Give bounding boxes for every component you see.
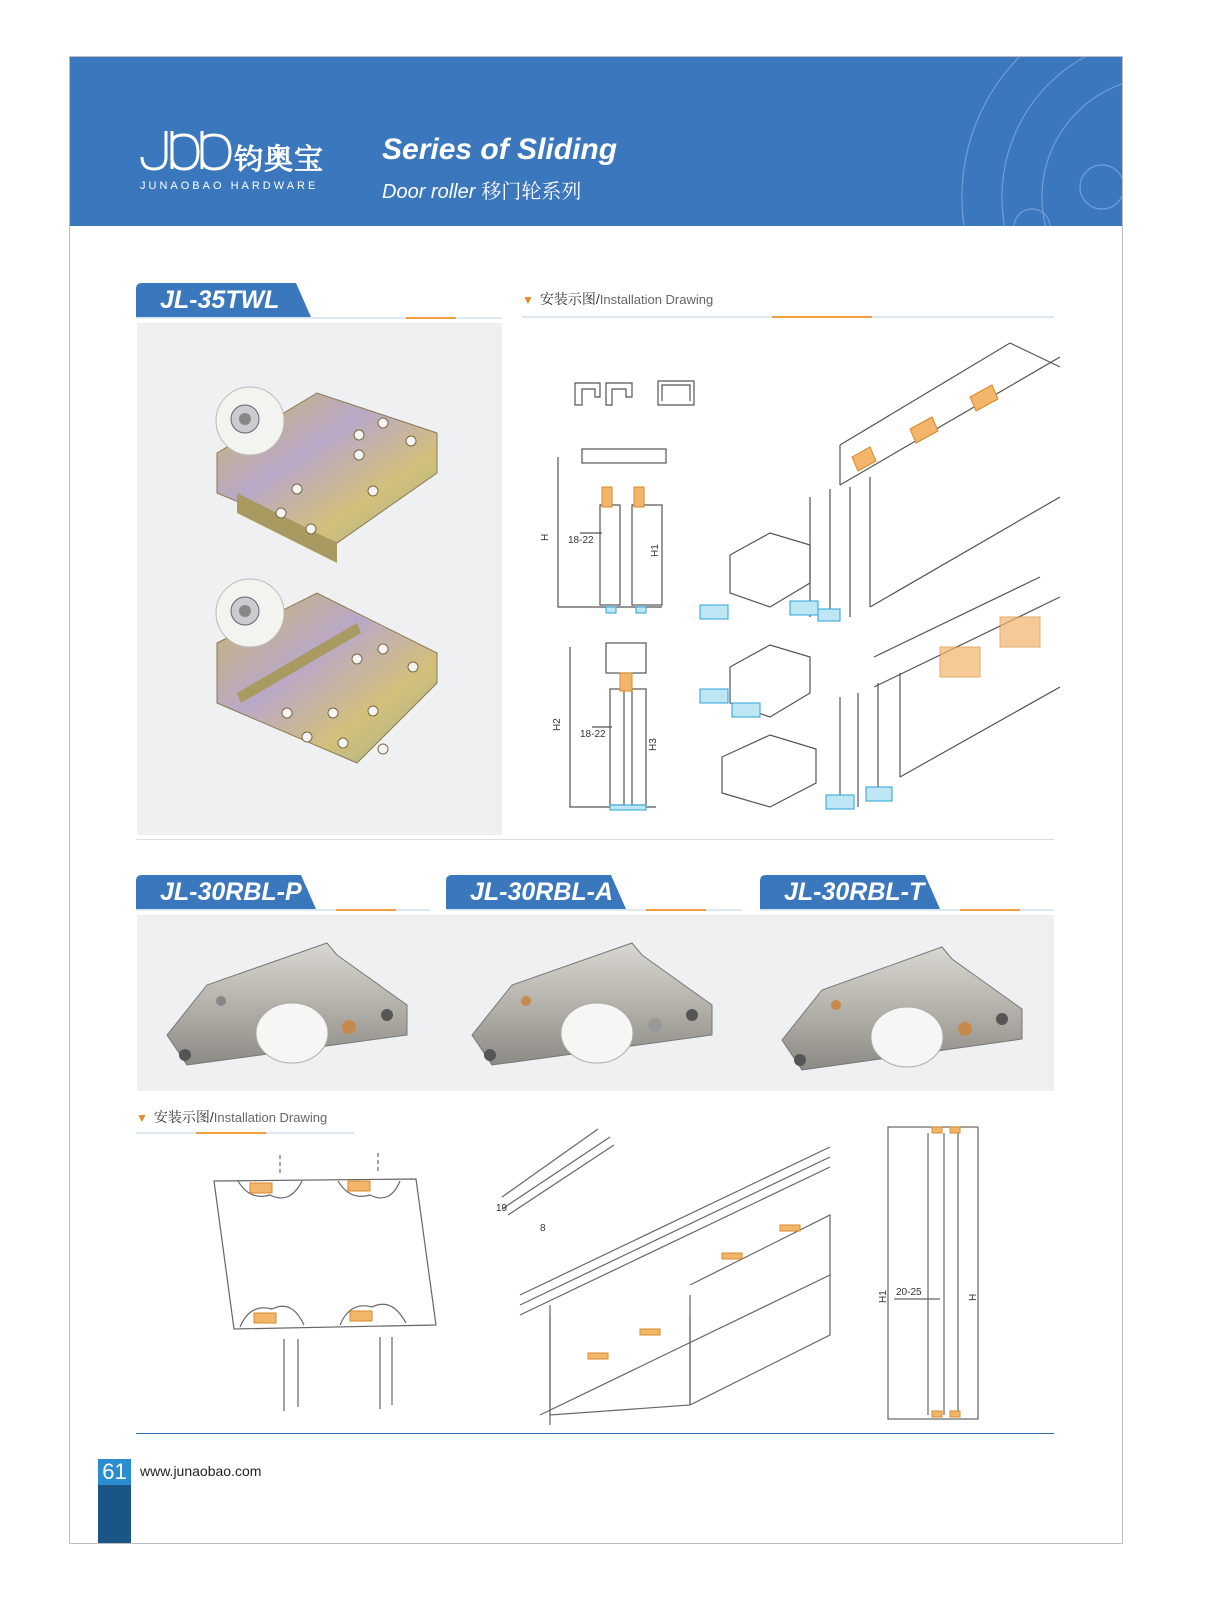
brand-name-cn: 钧奥宝: [234, 144, 325, 176]
product-photo-jl-35twl: [137, 323, 502, 835]
product-photos-jl-30rbl: [137, 915, 1054, 1091]
model-tab-jl-30rbl-t: [760, 875, 940, 909]
footer-rule: [136, 1433, 1054, 1434]
install-label-cn: 安装示图/: [153, 1109, 214, 1125]
installation-drawing-jl-30rbl: [210, 1125, 990, 1425]
model-label: JL-35TWL: [160, 286, 280, 314]
install-drawing-label: [136, 1107, 327, 1127]
installation-drawing-jl-35twl: [540, 337, 1060, 827]
dim-h-label: H: [540, 533, 551, 541]
series-title: Series of Sliding: [382, 133, 618, 166]
dim-19-label: 19: [496, 1203, 508, 1214]
install-label-en: Installation Drawing: [599, 292, 714, 307]
dim-8-label: 8: [540, 1223, 546, 1234]
roller-jl-30rbl-t: [782, 947, 1022, 1070]
dim-gap-label: 20-25: [896, 1287, 922, 1298]
section-rule: [446, 909, 742, 911]
dim-h1-label: H1: [650, 544, 661, 557]
dim-gap-top-label: 18-22: [568, 535, 594, 546]
dim-gap-bottom-label: 18-22: [580, 729, 606, 740]
install-label-cn: 安装示图/: [539, 291, 600, 307]
page-number: 61: [98, 1459, 131, 1485]
section-divider: [136, 839, 1054, 840]
dim-h3-label: H3: [648, 738, 659, 751]
model-tab-jl-30rbl-a: [446, 875, 626, 909]
roller-bracket-top: [216, 387, 437, 563]
series-subtitle-en: Door roller: [382, 181, 476, 203]
model-tab-jl-30rbl-p: [136, 875, 316, 909]
install-label-en: Installation Drawing: [213, 1110, 328, 1125]
brand-logo-icon: [138, 127, 234, 173]
section-rule: [522, 316, 1054, 318]
roller-jl-30rbl-p: [167, 943, 407, 1065]
dim-h1-label: H1: [878, 1290, 889, 1303]
page-header: [70, 57, 1122, 226]
dim-h2-label: H2: [552, 718, 563, 731]
catalog-page: [69, 56, 1123, 1544]
model-label: JL-30RBL-P: [160, 878, 302, 906]
install-drawing-label: [522, 289, 713, 309]
section-rule: [136, 909, 430, 911]
section-rule: [136, 317, 502, 319]
series-subtitle: [382, 175, 581, 204]
triangle-bullet-icon: ▼: [136, 1111, 148, 1125]
page-number-bar: [98, 1485, 131, 1543]
triangle-bullet-icon: ▼: [522, 293, 534, 307]
dim-h-label: H: [968, 1293, 979, 1301]
model-label: JL-30RBL-A: [470, 878, 614, 906]
model-tab-jl-35twl: [136, 283, 311, 317]
website-url: www.junaobao.com: [140, 1463, 262, 1479]
roller-bracket-bottom: [216, 579, 437, 763]
brand-name-en: JUNAOBAO HARDWARE: [140, 180, 319, 192]
decorative-arcs: [862, 57, 1122, 226]
section-rule: [760, 909, 1054, 911]
series-subtitle-cn: 移门轮系列: [481, 181, 582, 203]
roller-jl-30rbl-a: [472, 943, 712, 1065]
model-label: JL-30RBL-T: [784, 878, 925, 906]
